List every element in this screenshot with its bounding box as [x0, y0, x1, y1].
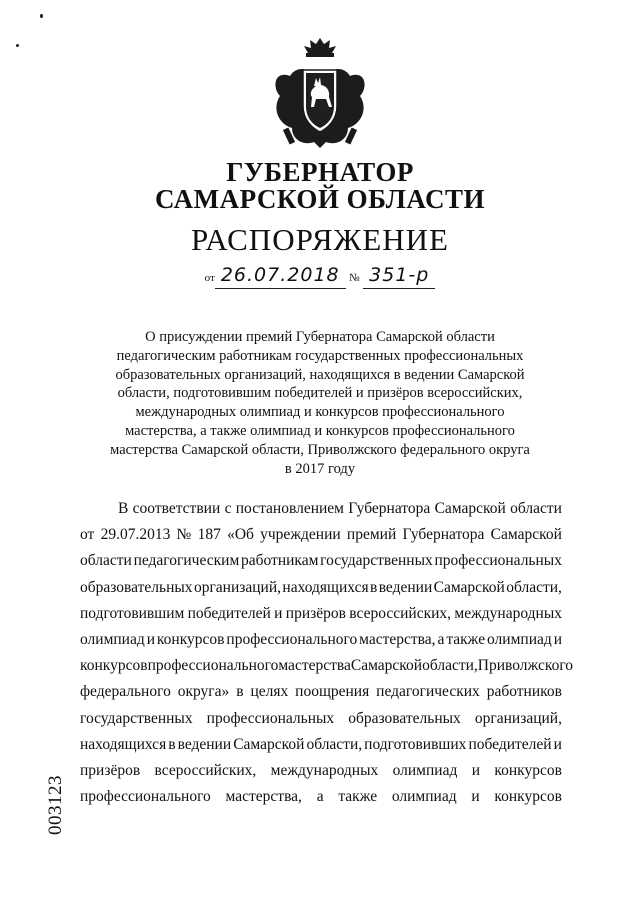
body-line [80, 578, 562, 604]
body-word: конкурсов [494, 761, 562, 779]
body-word: Губернатора [402, 526, 485, 544]
body-word: области, [306, 735, 363, 753]
body-word: в [168, 735, 176, 753]
body-line [80, 709, 562, 735]
body-word: и [553, 735, 562, 753]
body-word: Приволжского [477, 657, 574, 675]
body-line [80, 604, 562, 630]
body-word: мастерства, [225, 788, 302, 806]
body-word: также [446, 630, 486, 648]
body-word: призёров [285, 604, 346, 622]
body-word: округа» [177, 683, 230, 701]
registration-number: 003123 [45, 775, 66, 835]
body-word: а [316, 788, 324, 806]
body-word: образовательных [80, 578, 193, 596]
body-word: Самарской [490, 526, 562, 544]
body-word: ведении [378, 578, 433, 596]
body-word: Самарской [233, 735, 305, 753]
body-word: федерального [80, 683, 171, 701]
body-word: подготовившим [80, 604, 185, 622]
body-word: конкурсов [494, 788, 562, 806]
body-word: соответствии [132, 500, 221, 517]
body-word: олимпиад [391, 788, 457, 806]
body-word: международных [270, 761, 379, 779]
number-prefix: № [349, 272, 360, 284]
body-word: 29.07.2013 [100, 526, 171, 544]
side-registration-stamp [44, 770, 66, 840]
body-word: от [80, 526, 95, 544]
body-word: педагогическим [133, 552, 240, 570]
body-word: области, [506, 578, 562, 596]
body-word: и [553, 630, 562, 648]
body-word: Самарской [350, 657, 423, 675]
scan-speck-2 [16, 44, 19, 47]
body-word: победителей [187, 604, 271, 622]
document-type-heading: РАСПОРЯЖЕНИЕ [191, 222, 449, 257]
body-word: области, [422, 657, 478, 675]
body-word: ведении [177, 735, 232, 753]
body-word: области [510, 500, 562, 517]
body-word: победителей [468, 735, 552, 753]
body-word: работников [486, 683, 562, 701]
body-word: в [236, 683, 244, 701]
document-number-value: 351-р [363, 262, 435, 289]
body-word: олимпиад [80, 630, 145, 648]
body-line [80, 499, 562, 525]
body-word: мастерства, [359, 630, 436, 648]
body-word: Губернатора [348, 500, 431, 517]
body-word: организаций, [193, 578, 282, 596]
body-line [80, 656, 574, 682]
body-word: призёров [80, 761, 141, 779]
body-word: олимпиад [487, 630, 552, 648]
body-word: педагогических [376, 683, 480, 701]
body-word: всероссийских, [349, 604, 452, 622]
body-word: организаций, [474, 709, 562, 727]
body-word: постановлением [235, 500, 344, 517]
body-word: Самарской [434, 500, 506, 517]
body-word: премий [346, 526, 397, 544]
body-word: в [369, 578, 378, 596]
body-word: международных [454, 604, 562, 622]
body-word: профессионального [80, 788, 211, 806]
date-number-line [0, 262, 640, 291]
coat-of-arms-emblem [270, 36, 370, 154]
body-word: области [80, 552, 132, 570]
body-line [80, 525, 562, 551]
body-word: учреждении [260, 526, 341, 544]
body-word: профессионального [147, 657, 279, 675]
body-word: и [471, 788, 480, 806]
body-word: Самарской [433, 578, 505, 596]
body-line [80, 761, 562, 787]
body-word: и [274, 604, 283, 622]
body-line [80, 551, 562, 577]
issuer-title-line-1: ГУБЕРНАТОР [226, 157, 414, 187]
body-word: профессиональных [434, 552, 562, 570]
body-word: и [471, 761, 481, 779]
body-word: «Об [227, 526, 254, 544]
body-word: № [176, 526, 192, 544]
body-word: с [224, 500, 232, 517]
body-word: также [338, 788, 378, 806]
body-word: В [118, 500, 129, 517]
body-line [80, 787, 562, 813]
body-word: подготовивших [364, 735, 467, 753]
body-word: и [146, 630, 155, 648]
body-word: находящихся [282, 578, 369, 596]
body-word: мастерства [278, 657, 351, 675]
body-word: олимпиад [392, 761, 458, 779]
body-word: находящихся [80, 735, 167, 753]
body-word: конкурсов [80, 657, 148, 675]
document-body [80, 499, 574, 813]
body-word: образовательных [348, 709, 461, 727]
body-word: профессионального [226, 630, 358, 648]
body-word: конкурсов [156, 630, 225, 648]
body-line [80, 630, 562, 656]
issuer-title-line-2: САМАРСКОЙ ОБЛАСТИ [154, 184, 486, 214]
document-subject: О присуждении премий Губернатора Самарской области педагогическим работникам государственных профессиональных образовательных организаций, находящихся в ведении Самарской области, подготовившим победителей и призёров всероссийских, международных олимпиад и конкурсов профессионального мастерства, а также олимпиад и конкурсов профессионального мастерства Самарской области, Приволжского федерального округа в 2017 году [110, 329, 530, 477]
date-value: 26.07.2018 [215, 262, 346, 289]
body-word: целях [250, 683, 289, 701]
body-word: государственных [80, 709, 193, 727]
body-word: а [437, 630, 445, 648]
body-line [80, 682, 562, 708]
body-line [80, 735, 562, 761]
body-word: всероссийских, [154, 761, 257, 779]
body-word: работникам [240, 552, 319, 570]
body-word: профессиональных [206, 709, 335, 727]
body-word: 187 [197, 526, 221, 544]
body-word: государственных [320, 552, 433, 570]
scan-speck-1 [40, 14, 43, 18]
date-prefix: от [204, 272, 215, 284]
body-word: поощрения [295, 683, 370, 701]
